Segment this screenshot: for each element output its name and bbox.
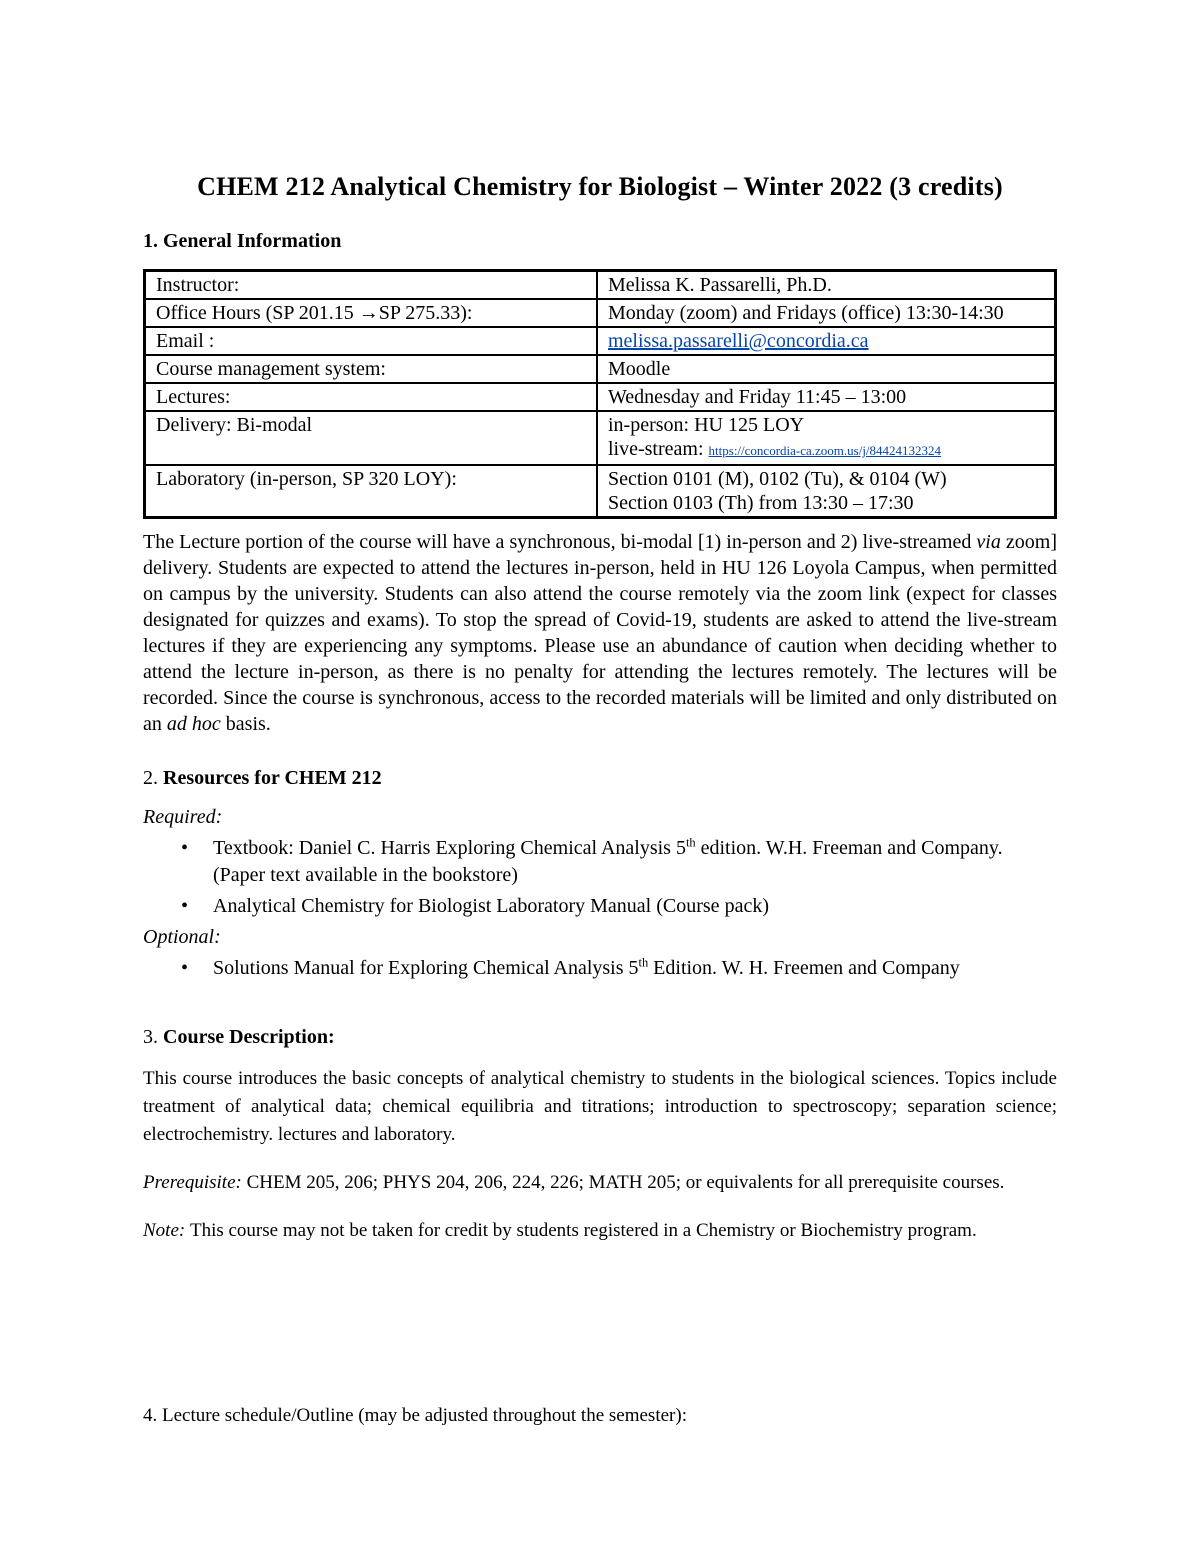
zoom-link[interactable]: https://concordia-ca.zoom.us/j/84424132324 (708, 443, 942, 458)
row-label: Office Hours (SP 201.15 →SP 275.33): (146, 300, 598, 326)
row-value (598, 412, 1054, 464)
optional-list (143, 955, 1057, 982)
lecture-delivery-paragraph: The Lecture portion of the course will have a synchronous, bi-modal [1) in-person and 2) live-streamed via zoom] delivery. Students are expected to attend the lectures in-person, held in HU 126 Loyola Campus, when permitted on campus by the university. Students can also attend the course remotely via the zoom link (expect for classes designated for quizzes and exams). To stop the spread of Covid-19, students are asked to attend the live-stream lectures if they are experiencing any symptoms. Please use an abundance of caution when deciding whether to attend the lecture in-person, as there is no penalty for attending the lectures remotely. The lectures will be recorded. Since the course is synchronous, access to the recorded materials will be limited and only distributed on an ad hoc basis. (143, 531, 1058, 735)
delivery-live-stream (608, 437, 1044, 463)
required-label: Required: (143, 806, 223, 828)
table-row-email (146, 328, 1054, 356)
section-heading-general-information: 1. General Information (143, 230, 342, 252)
list-item: • Solutions Manual for Exploring Chemical Analysis 5th Edition. W. H. Freemen and Company (143, 955, 1057, 982)
row-value: Monday (zoom) and Fridays (office) 13:30-14:30 (608, 302, 1004, 324)
row-label: Lectures: (146, 384, 598, 410)
lab-sections-line2: Section 0103 (Th) from 13:30 – 17:30 (608, 492, 914, 514)
prerequisite-line: Prerequisite: CHEM 205, 206; PHYS 204, 206, 224, 226; MATH 205; or equivalents for all prerequisite courses. (143, 1172, 1005, 1193)
course-description-paragraph: This course introduces the basic concepts of analytical chemistry to students in the biological sciences. Topics include treatment of analytical data; chemical equilibria and titrations; introduction to spectroscopy; separation science; electrochemistry. lectures and laboratory. (143, 1068, 1057, 1145)
live-stream-label: live-stream: (608, 438, 709, 460)
required-list (143, 835, 1057, 920)
row-value (598, 466, 1054, 516)
table-row-delivery (146, 412, 1054, 466)
general-info-table (143, 269, 1057, 519)
section-heading-resources: 2. Resources for CHEM 212 (143, 767, 382, 789)
row-label: Course management system: (146, 356, 598, 382)
row-label: Email : (146, 328, 598, 354)
row-value: Wednesday and Friday 11:45 – 13:00 (608, 386, 907, 408)
lab-sections-line1: Section 0101 (M), 0102 (Tu), & 0104 (W) (608, 468, 947, 490)
section-heading-lecture-schedule: 4. Lecture schedule/Outline (may be adjusted throughout the semester): (143, 1405, 687, 1426)
table-row-instructor (146, 272, 1054, 300)
table-row-office-hours (146, 300, 1054, 328)
row-label: Instructor: (146, 272, 598, 298)
table-row-laboratory (146, 466, 1054, 516)
section-heading-course-description: 3. Course Description: (143, 1026, 335, 1048)
table-row-lectures (146, 384, 1054, 412)
optional-label: Optional: (143, 926, 221, 948)
row-value: Moodle (608, 358, 671, 380)
row-value (598, 328, 1054, 354)
page-title: CHEM 212 Analytical Chemistry for Biologist – Winter 2022 (3 credits) (197, 172, 1003, 201)
email-link[interactable]: melissa.passarelli@concordia.ca (608, 330, 869, 352)
delivery-in-person: in-person: HU 125 LOY (608, 414, 805, 436)
row-label: Laboratory (in-person, SP 320 LOY): (146, 466, 598, 516)
list-item: • Analytical Chemistry for Biologist Laboratory Manual (Course pack) (143, 893, 1057, 920)
row-label: Delivery: Bi-modal (146, 412, 598, 464)
note-line: Note: This course may not be taken for credit by students registered in a Chemistry or Biochemistry program. (143, 1220, 977, 1241)
row-value: Melissa K. Passarelli, Ph.D. (608, 274, 832, 296)
table-row-course-management (146, 356, 1054, 384)
list-item: • Textbook: Daniel C. Harris Exploring Chemical Analysis 5th edition. W.H. Freeman and Company. (Paper text available in the bookstore) (143, 835, 1057, 889)
